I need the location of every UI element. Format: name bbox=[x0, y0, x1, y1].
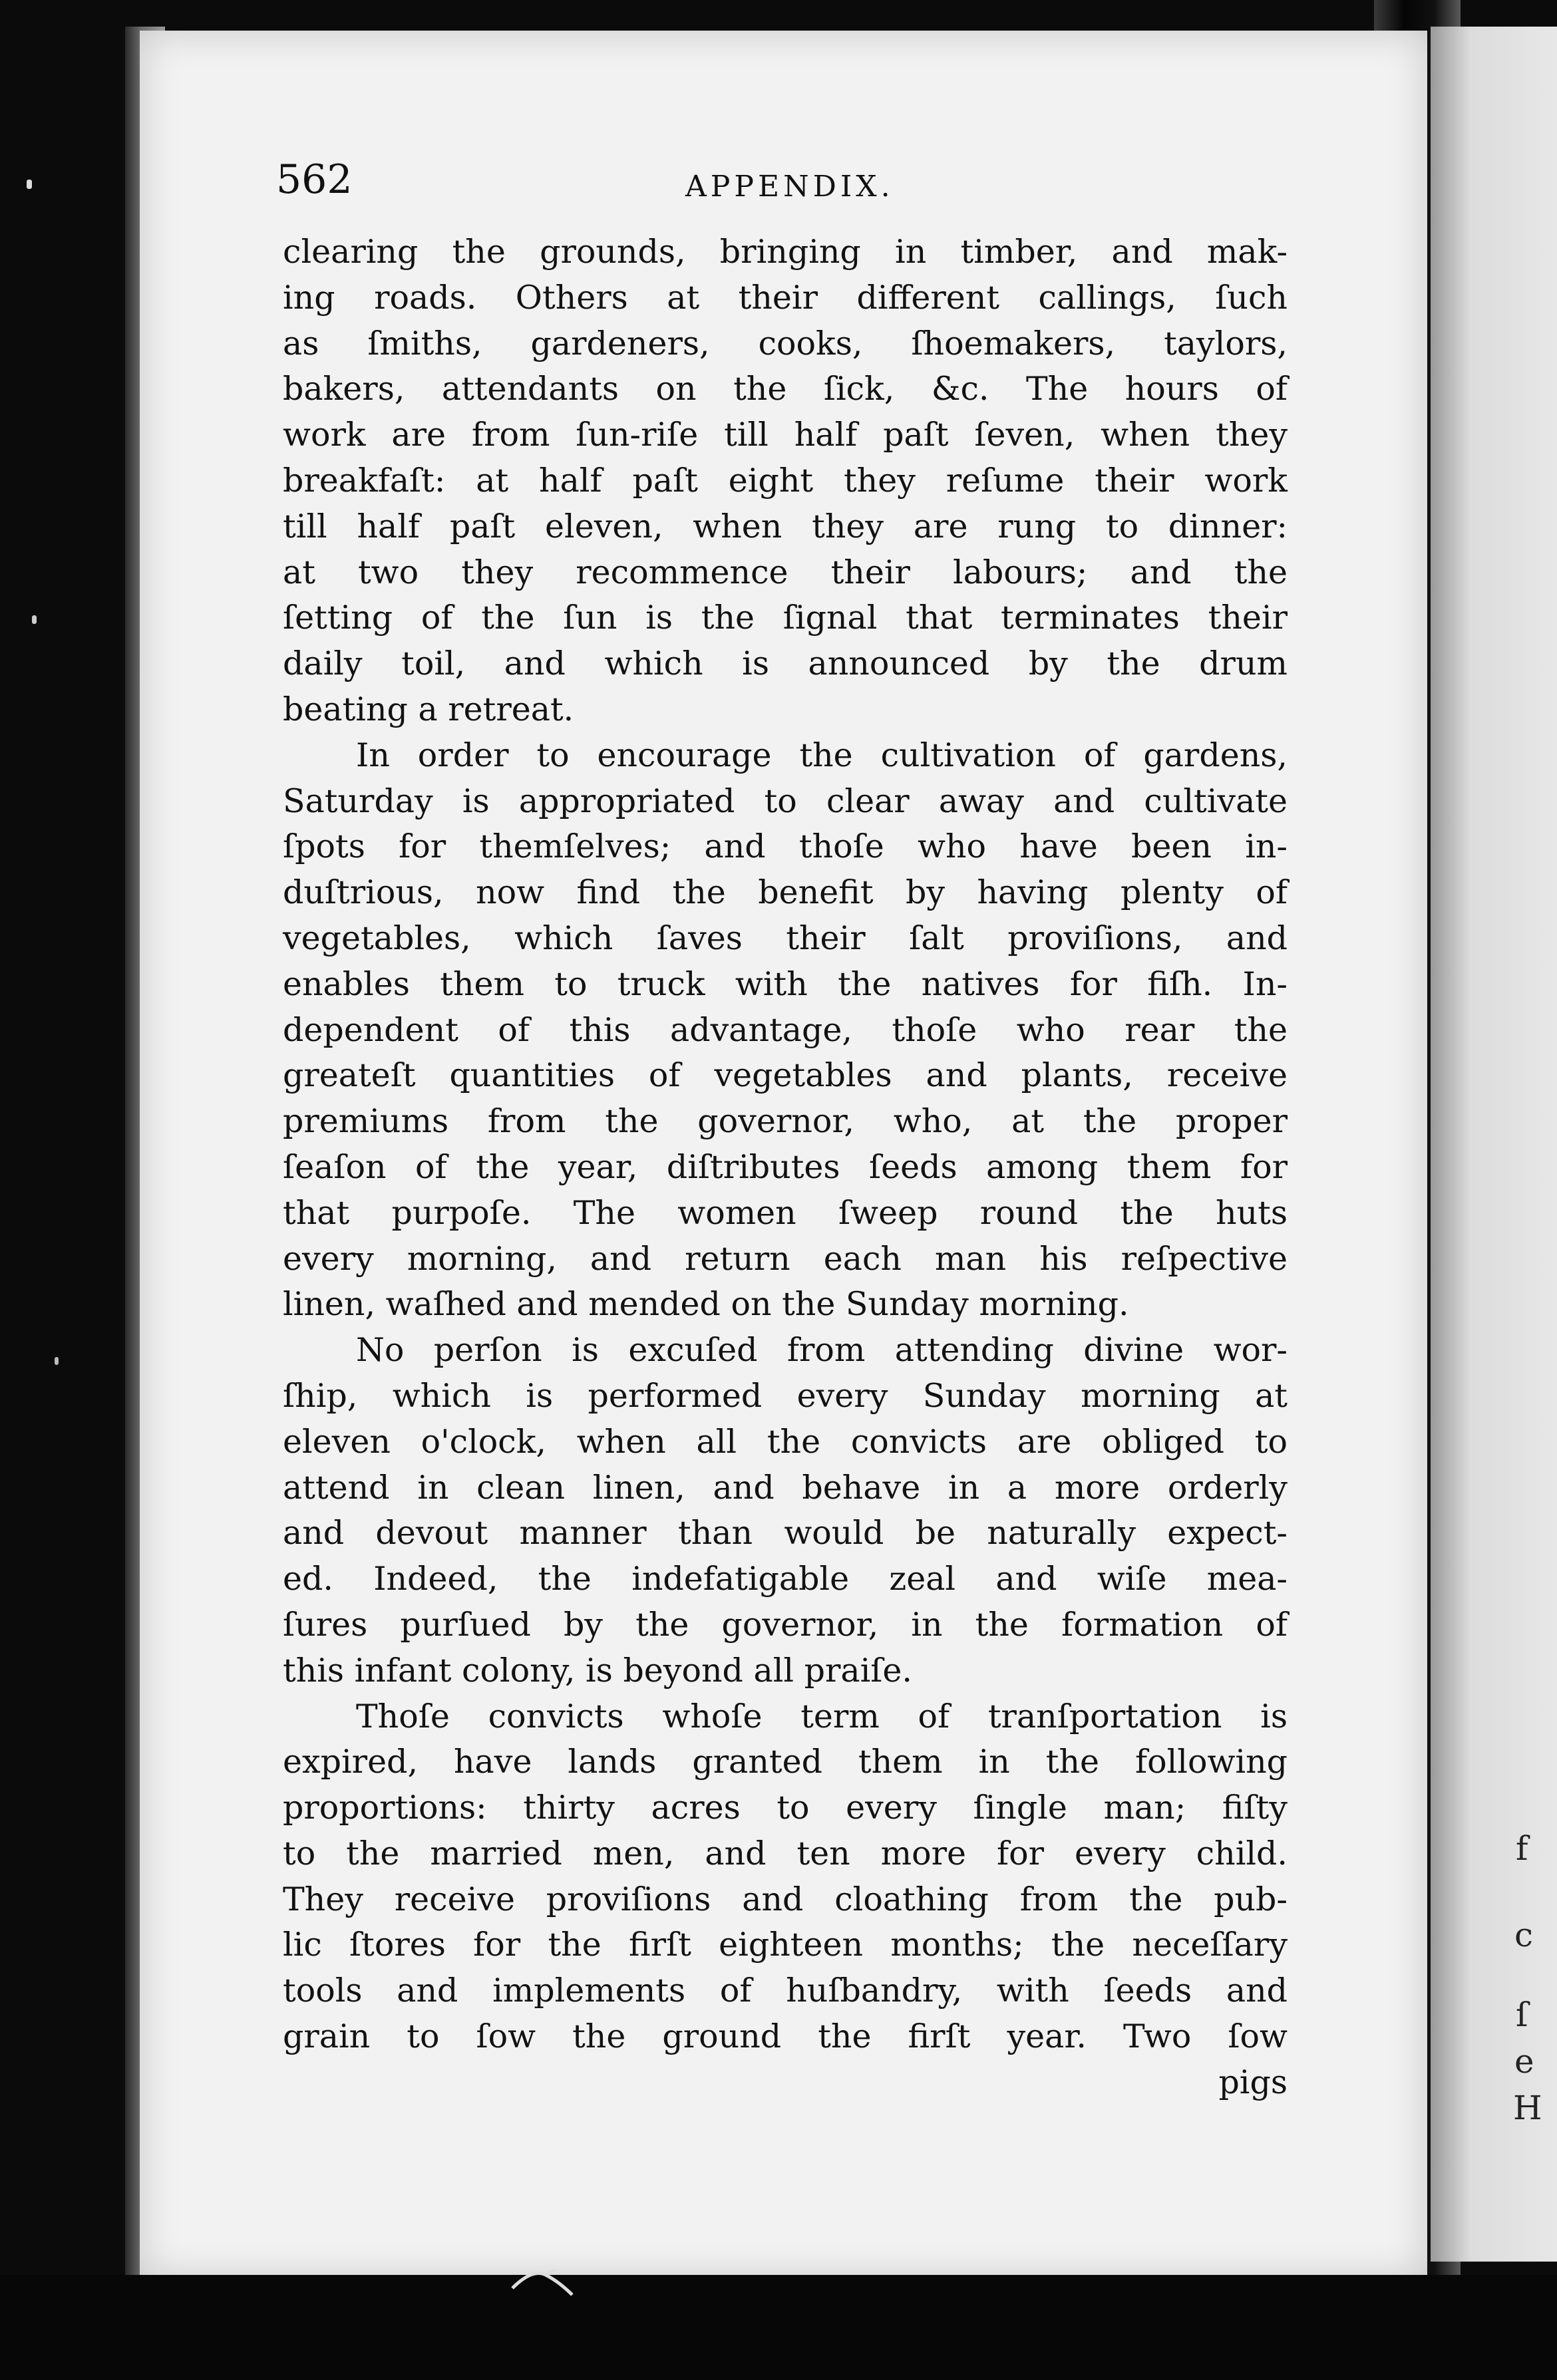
facing-page-letter: f bbox=[1516, 1829, 1528, 1868]
text-line: attend in clean linen, and behave in a more orderly bbox=[283, 1468, 1288, 1507]
text-line: as ſmiths, gardeners, cooks, ſhoemakers, taylors, bbox=[283, 324, 1288, 363]
facing-page-letter: c bbox=[1514, 1916, 1534, 1954]
text-line: daily toil, and which is announced by the drum bbox=[283, 645, 1288, 683]
scan-artifact-mark bbox=[506, 2262, 612, 2302]
text-line: ſpots for themſelves; and thoſe who have been in- bbox=[283, 827, 1288, 866]
text-line: ſetting of the ſun is the ſignal that terminates their bbox=[283, 599, 1288, 637]
text-line: to the married men, and ten more for every child. bbox=[283, 1834, 1288, 1872]
text-line: lic ſtores for the firſt eighteen months; the neceſſary bbox=[283, 1926, 1288, 1964]
speck bbox=[27, 180, 32, 189]
text-line: In order to encourage the cultivation of gardens, bbox=[356, 736, 1288, 774]
text-line: They receive proviſions and cloathing from the pub- bbox=[283, 1880, 1288, 1918]
page-number: 562 bbox=[276, 156, 353, 203]
text-line: tools and implements of huſbandry, with ſeeds and bbox=[283, 1972, 1288, 2010]
text-line: duſtrious, now find the benefit by having plenty of bbox=[283, 873, 1288, 912]
facing-page-letter: e bbox=[1514, 2042, 1534, 2081]
text-line: eleven o'clock, when all the convicts are obliged to bbox=[283, 1422, 1288, 1461]
text-line: this infant colony, is beyond all praiſe. bbox=[283, 1651, 913, 1690]
text-line: ed. Indeed, the indefatigable zeal and wiſe mea- bbox=[283, 1560, 1288, 1598]
catchword: pigs bbox=[1218, 2063, 1288, 2101]
text-line: premiums from the governor, who, at the proper bbox=[283, 1102, 1288, 1141]
text-line: that purpoſe. The women ſweep round the huts bbox=[283, 1193, 1288, 1232]
text-line: ſhip, which is performed every Sunday morning at bbox=[283, 1376, 1288, 1415]
facing-page-letter: ſ bbox=[1516, 1996, 1528, 2034]
text-line: ſeaſon of the year, diſtributes ſeeds among them for bbox=[283, 1147, 1288, 1186]
running-head: APPENDIX. bbox=[685, 170, 894, 204]
text-line: grain to ſow the ground the firſt year. Two ſow bbox=[283, 2017, 1288, 2056]
facing-page-letter: H bbox=[1513, 2089, 1542, 2127]
facing-page-sliver bbox=[1431, 27, 1557, 2262]
text-line: No perſon is excuſed from attending divine wor- bbox=[356, 1331, 1288, 1370]
text-line: ing roads. Others at their different callings, ſuch bbox=[283, 278, 1288, 317]
text-line: and devout manner than would be naturally expect- bbox=[283, 1514, 1288, 1553]
text-line: expired, have lands granted them in the following bbox=[283, 1743, 1288, 1781]
speck bbox=[55, 1357, 59, 1365]
text-line: work are from ſun-riſe till half paſt ſeven, when they bbox=[283, 416, 1288, 454]
text-line: Saturday is appropriated to clear away and cultivate bbox=[283, 782, 1288, 820]
body-text bbox=[283, 229, 1288, 2106]
text-line: vegetables, which ſaves their ſalt proviſions, and bbox=[283, 919, 1288, 957]
text-line: enables them to truck with the natives for fiſh. In- bbox=[283, 965, 1288, 1003]
text-line: Thoſe convicts whoſe term of tranſportation is bbox=[356, 1697, 1288, 1735]
text-line: greateſt quantities of vegetables and plants, receive bbox=[283, 1056, 1288, 1095]
text-line: beating a retreat. bbox=[283, 690, 574, 728]
text-line: ſures purſued by the governor, in the formation of bbox=[283, 1605, 1288, 1644]
scan-bottom-margin bbox=[0, 2275, 1557, 2380]
speck bbox=[32, 615, 37, 624]
text-line: proportions: thirty acres to every ſingle man; fiſty bbox=[283, 1789, 1288, 1827]
text-line: every morning, and return each man his reſpective bbox=[283, 1239, 1288, 1278]
text-line: at two they recommence their labours; and the bbox=[283, 553, 1288, 591]
text-line: linen, waſhed and mended on the Sunday morning. bbox=[283, 1285, 1129, 1324]
text-line: bakers, attendants on the ſick, &c. The hours of bbox=[283, 370, 1288, 408]
text-line: clearing the grounds, bringing in timber, and mak- bbox=[283, 233, 1288, 271]
text-line: till half paſt eleven, when they are rung to dinner: bbox=[283, 507, 1288, 545]
text-line: dependent of this advantage, thoſe who rear the bbox=[283, 1010, 1288, 1049]
text-line: breakfaſt: at half paſt eight they reſume their work bbox=[283, 461, 1288, 500]
